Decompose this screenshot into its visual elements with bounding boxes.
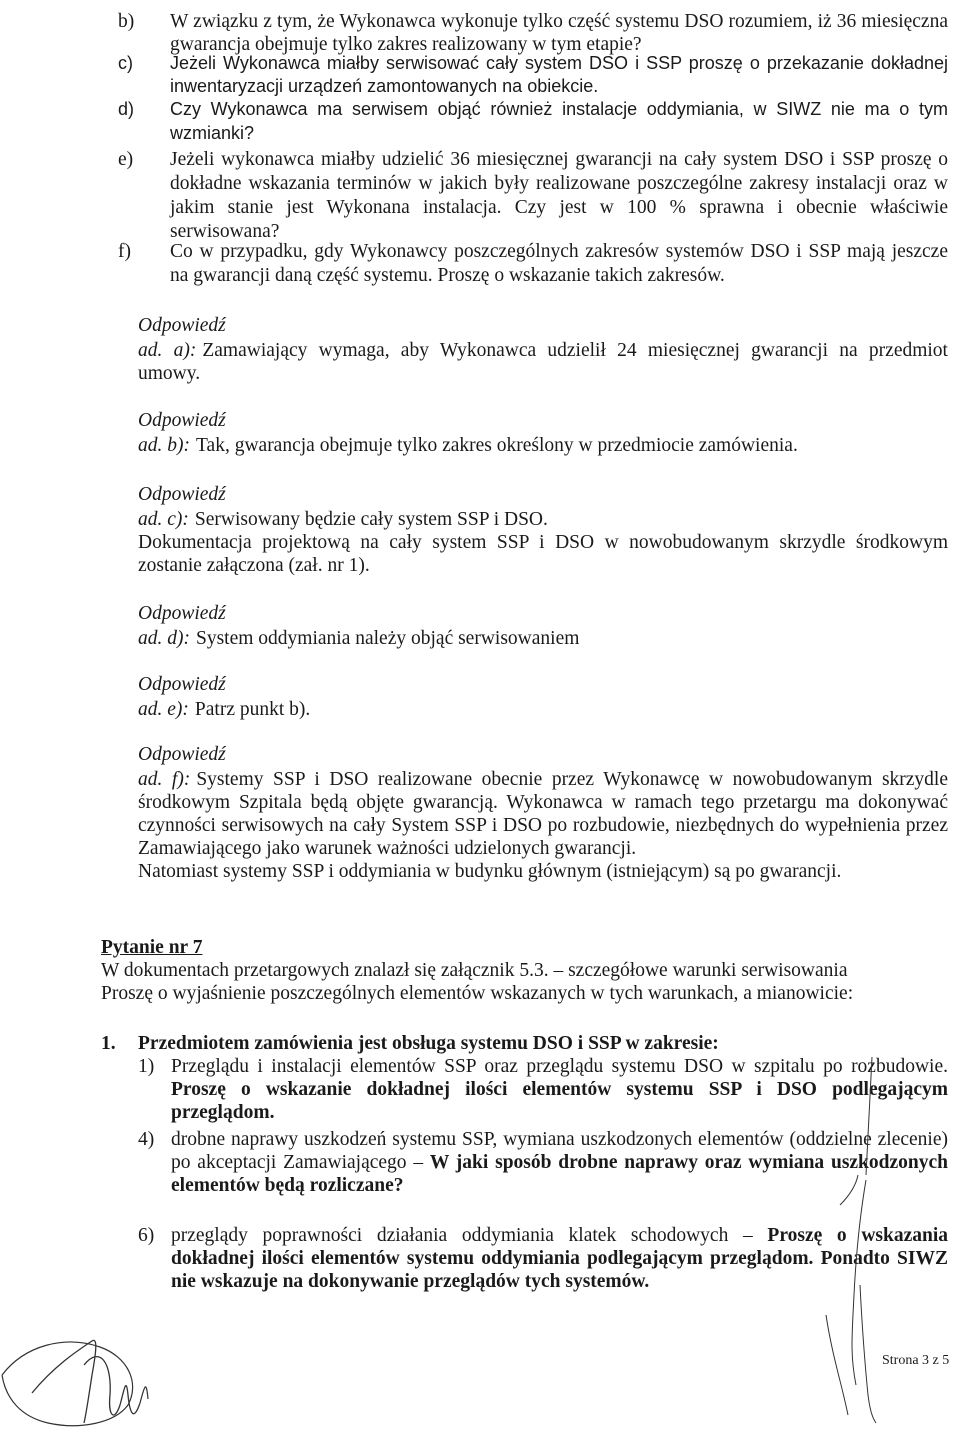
answer-c bbox=[138, 483, 948, 577]
answer-e bbox=[138, 673, 948, 721]
question-d bbox=[118, 97, 948, 145]
question-marker: c) bbox=[118, 53, 133, 73]
question-marker: f) bbox=[118, 241, 131, 262]
question-text: Co w przypadku, gdy Wykonawcy poszczególnych zakresów systemów DSO i SSP mają jeszcze na gwarancji daną część systemu. Proszę o wskazanie takich zakresów. bbox=[170, 241, 948, 286]
item-text: Przeglądu i instalacji elementów SSP oraz przeglądu systemu DSO w szpitalu po rozbudowie. bbox=[171, 1056, 948, 1077]
question-text: W związku z tym, że Wykonawca wykonuje tylko część systemu DSO rozumiem, iż 36 miesięczna gwarancja obejmuje tylko zakres realizowany w tym etapie? bbox=[170, 11, 948, 55]
item-question: Proszę o wskazanie dokładnej ilości elementów systemu SSP i DSO podlegającym przeglądom. bbox=[171, 1079, 948, 1123]
question-f bbox=[118, 240, 948, 288]
item-question: W jaki sposób drobne naprawy oraz wymiana uszkodzonych elementów będą rozliczane? bbox=[171, 1152, 949, 1196]
answer-label: ad. f): bbox=[138, 769, 191, 790]
question-marker: d) bbox=[118, 99, 135, 119]
answer-heading: Odpowiedź bbox=[138, 674, 226, 695]
answer-text: Systemy SSP i DSO realizowane obecnie przez Wykonawcę w nowobudowanym skrzydle środkowym Szpitala będą objęte gwarancją. Wykonawca w ramach tego przetargu ma dokonywać czynności serwisowych na cały System SSP i DSO po rozbudowie, niezbędnych do wypełnienia przez Zamawiającego jako warunek ważności udzielonych gwarancji. bbox=[138, 769, 949, 859]
answer-heading: Odpowiedź bbox=[138, 410, 226, 431]
answer-label: ad. b): bbox=[138, 435, 190, 456]
handwritten-strokes bbox=[820, 1055, 890, 1425]
answer-f bbox=[138, 743, 948, 883]
question-marker: b) bbox=[118, 11, 135, 32]
answer-heading: Odpowiedź bbox=[138, 603, 226, 624]
answer-label: ad. a): bbox=[138, 340, 197, 361]
item-text: drobne naprawy uszkodzeń systemu SSP, wymiana uszkodzonych elementów (oddzielne zlecenie) po akceptacji Zamawiającego – bbox=[171, 1129, 948, 1173]
question-text: Jeżeli wykonawca miałby udzielić 36 miesięcznej gwarancji na cały system DSO i SSP proszę o dokładne wskazania terminów w jakich były realizowane poszczególne zakresy instalacji oraz w jakim stanie jest Wykonana instalacja. Czy jest w 100 % sprawna i obecnie właściwie serwisowana? bbox=[170, 149, 948, 242]
question-b bbox=[118, 10, 948, 56]
question-marker: e) bbox=[118, 149, 134, 170]
answer-label: ad. c): bbox=[138, 509, 189, 530]
question-7-intro-line: W dokumentach przetargowych znalazł się załącznik 5.3. – szczegółowe warunki serwisowania bbox=[101, 960, 848, 981]
answer-label: ad. e): bbox=[138, 699, 189, 720]
question-e bbox=[118, 148, 948, 244]
question-7-intro-line: Proszę o wyjaśnienie poszczególnych elementów wskazanych w tych warunkach, a mianowicie: bbox=[101, 983, 854, 1004]
answer-b bbox=[138, 409, 948, 457]
question-7 bbox=[101, 936, 948, 1005]
page-number: Strona 3 z 5 bbox=[882, 1353, 950, 1368]
answer-heading: Odpowiedź bbox=[138, 744, 226, 765]
question-text: Czy Wykonawca ma serwisem objąć również instalacje oddymiania, w SIWZ nie ma o tym wzmianki? bbox=[170, 99, 948, 143]
item-marker: 6) bbox=[138, 1225, 155, 1246]
question-7-point bbox=[101, 1032, 948, 1055]
answer-text: Serwisowany będzie cały system SSP i DSO. bbox=[194, 509, 548, 530]
answer-d bbox=[138, 602, 948, 650]
point-marker: 1. bbox=[101, 1033, 116, 1054]
question-7-title: Pytanie nr 7 bbox=[101, 937, 203, 958]
answer-a bbox=[138, 314, 948, 385]
answer-text: System oddymiania należy objąć serwisowaniem bbox=[196, 628, 580, 649]
answer-text: Tak, gwarancja obejmuje tylko zakres określony w przedmiocie zamówienia. bbox=[196, 435, 798, 456]
question-text: Jeżeli Wykonawca miałby serwisować cały system DSO i SSP proszę o przekazanie dokładnej inwentaryzacji urządzeń zamontowanych na obiekcie. bbox=[170, 53, 948, 96]
item-marker: 1) bbox=[138, 1056, 155, 1077]
item-marker: 4) bbox=[138, 1129, 155, 1150]
answer-text: Zamawiający wymaga, aby Wykonawca udzielił 24 miesięcznej gwarancji na przedmiot umowy. bbox=[138, 340, 948, 384]
item-question: Proszę o wskazania dokładnej ilości elementów systemu oddymiania podlegającym przeglądom. Ponadto SIWZ nie wskazuje na dokonywanie przeglądów tych systemów. bbox=[171, 1225, 949, 1292]
answer-heading: Odpowiedź bbox=[138, 315, 226, 336]
answer-text-continued: Natomiast systemy SSP i oddymiania w budynku głównym (istniejącym) są po gwarancji. bbox=[138, 861, 842, 882]
answer-text: Patrz punkt b). bbox=[194, 699, 311, 720]
point-heading: Przedmiotem zamówienia jest obsługa systemu DSO i SSP w zakresie: bbox=[138, 1033, 719, 1054]
answer-text-continued: Dokumentacja projektową na cały system SSP i DSO w nowobudowanym skrzydle środkowym zostanie załączona (zał. nr 1). bbox=[138, 532, 948, 576]
handwritten-signature bbox=[0, 1305, 150, 1430]
answer-heading: Odpowiedź bbox=[138, 484, 226, 505]
answer-label: ad. d): bbox=[138, 628, 190, 649]
item-text: przeglądy poprawności działania oddymiania klatek schodowych – bbox=[171, 1225, 753, 1246]
question-c bbox=[118, 52, 948, 98]
